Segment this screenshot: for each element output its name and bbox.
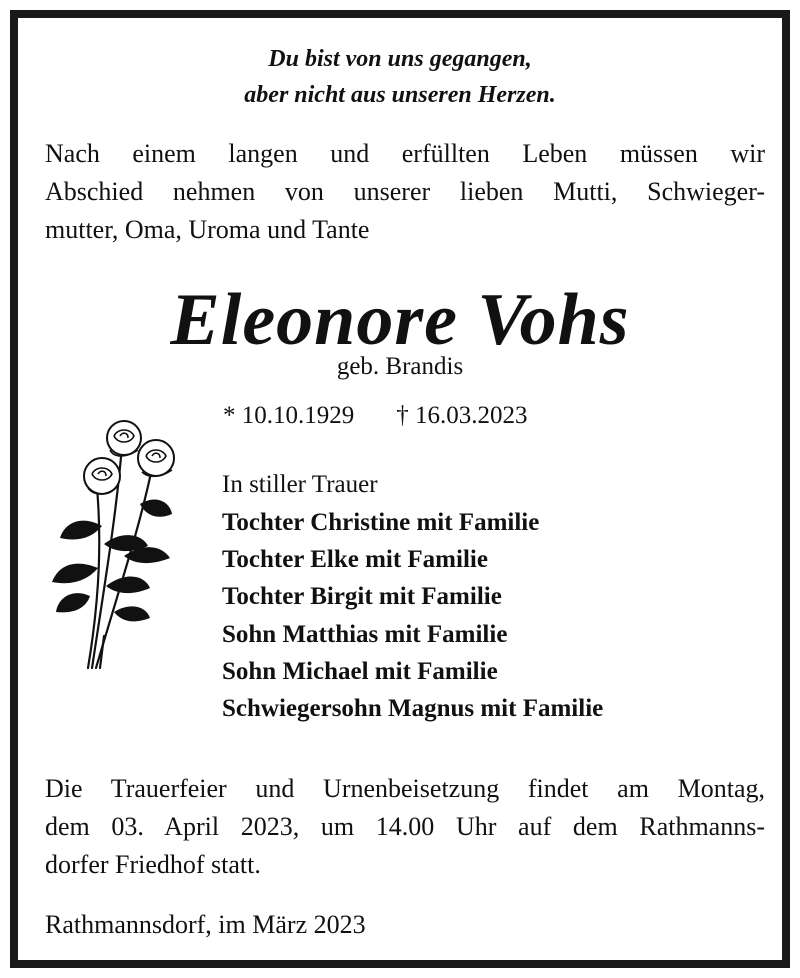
funeral-line-2: dem 03. April 2023, um 14.00 Uhr auf dem Rathmanns- (45, 812, 765, 841)
obituary-frame (10, 10, 790, 968)
life-dates (223, 400, 528, 432)
death-date: † 16.03.2023 (396, 402, 528, 429)
deceased-name: Eleonore Vohs (170, 279, 630, 361)
mourner-name: Tochter Elke mit Familie (222, 546, 488, 573)
motto-line-1: Du bist von uns gegangen, (268, 46, 532, 72)
mourner-name: Tochter Christine mit Familie (222, 509, 540, 536)
rose-icon (44, 406, 184, 676)
mourner-name: Sohn Michael mit Familie (222, 658, 498, 685)
funeral-line-3: dorfer Friedhof statt. (45, 850, 261, 879)
closing-place-date: Rathmannsdorf, im März 2023 (45, 910, 366, 939)
birth-date: * 10.10.1929 (223, 402, 355, 429)
maiden-name: geb. Brandis (336, 353, 464, 380)
mourner-name: Sohn Matthias mit Familie (222, 621, 508, 648)
intro-line-3: mutter, Oma, Uroma und Tante (45, 215, 370, 244)
mourners-heading: In stiller Trauer (222, 471, 378, 498)
intro-line-1: Nach einem langen und erfüllten Leben müssen wir (45, 139, 765, 168)
mourner-name: Schwiegersohn Magnus mit Familie (222, 695, 604, 722)
intro-line-2: Abschied nehmen von unserer lieben Mutti, Schwieger- (45, 177, 765, 206)
motto-line-2: aber nicht aus unseren Herzen. (244, 82, 556, 108)
funeral-line-1: Die Trauerfeier und Urnenbeisetzung findet am Montag, (45, 774, 765, 803)
mourner-name: Tochter Birgit mit Familie (222, 583, 502, 610)
